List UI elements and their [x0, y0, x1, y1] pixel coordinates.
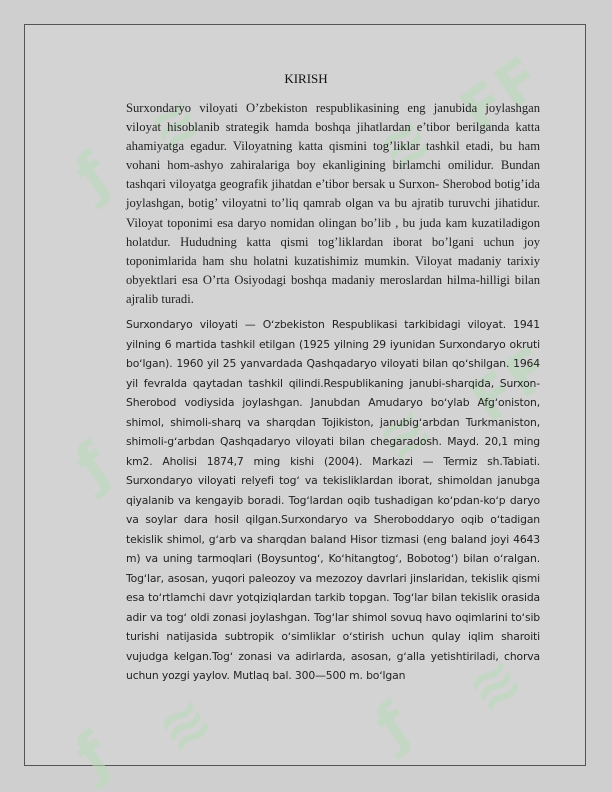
watermark-logo: FF — [458, 332, 566, 436]
watermark-logo: ƒ — [62, 138, 125, 210]
watermark-logo: ≋ — [365, 391, 446, 477]
watermark-logo: ƒ — [362, 688, 425, 760]
watermark-logo: ≋ — [455, 641, 536, 727]
intro-paragraph: Surxondaryo viloyati O’zbekiston respublikasining eng janubida joylashgan viloyat hisoblanib strategik hamda boshqa jihatlardan e’tibor berilganda katta ahamiyatga egadur. Viloyatning katta qismini tog’liklar tashkil etadi, bu ham vohani hom-ashyo zahiralariga boy ekanligining birlamchi omilidur. Bundan tashqari viloyatga geografik jihatdan e’tibor bersak u Surxon- Sherobod botig’ida joylashgan, botig’ viloyatni to’liq qamrab olgan va bu ajratib turuvchi jihatidur. Viloyat toponimi esa daryo nomidan olingan bo’lib , bu juda kam kuzatiladigon holatdur. Hududning katta qismi tog’liklardan iborat bo’lgani uchun joy toponimlarida ham shu holatni kuzatishimiz mumkin. Viloyat madaniy tarixiy obyektlari esa O’rta Osiyodagi boshqa madaniy meroslardan hilma-hilligi bilan ajralib turadi. — [126, 101, 540, 306]
body-paragraph: Surxondaryo viloyati — Oʻzbekiston Respublikasi tarkibidagi viloyat. 1941 yilning 6 martida tashkil etilgan (1925 yilning 29 iyunidan Surxondaryo okruti boʻlgan). 1960 yil 25 yanvardada Qashqadaryo viloyati bilan qoʻshilgan. 1964 yil fevralda qaytadan tashkil qilindi.Respublikaning janubi-sharqida, Surxon-Sherobod vodiysida joylashgan. Janubdan Amudaryo boʻylab Afgʻoniston, shimol, shimoli-sharq va sharqdan Tojikiston, janubigʻarbdan Turkmaniston, shimoli-gʻarbdan Qashqadaryo viloyati bilan chegaradosh. Mayd. 20,1 ming km2. Aholisi 1874,7 ming kishi (2004). Markazi — Termiz sh.Tabiati. Surxondaryo viloyati relyefi togʻ va tekisliklardan iborat, shimoldan janubga qiyalanib va kengayib boradi. Togʻlardan oqib tushadigan koʻpdan-koʻp daryo va soylar dara hosil qilgan.Surxondaryo va Sheroboddaryo oqib oʻtadigan tekislik shimol, gʻarb va sharqdan baland Hisor tizmasi (eng baland joyi 4643 m) va uning tarmoqlari (Boysuntogʻ, Koʻhitangtogʻ, Bobotogʻ) bilan oʻralgan. Togʻlar, asosan, yuqori paleozoy va mezozoy davrlari jinslaridan, tekislik qismi esa toʻrtlamchi davr yotqiziqlardan tarkib topgan. Togʻlar bilan tekislik orasida adir va togʻ oldi zonasi joylashgan. Togʻlar shimol sovuq havo oqimlarini toʻsib turishi natijasida subtropik oʻsimliklar oʻstirish uchun qulay iqlim sharoiti vujudga kelgan.Togʻ zonasi va adirlarda, asosan, gʻalla yetishtiriladi, chorva uchun yozgi yaylov. Mutlaq bal. 300—500 m. boʻlgan — [126, 318, 540, 682]
watermark-logo: ƒ — [62, 718, 125, 790]
watermark-logo: FF — [448, 42, 556, 146]
watermark-logo: ≋ — [135, 81, 216, 167]
watermark-logo: ≋ — [365, 101, 446, 187]
watermark-logo: ≋ — [145, 681, 226, 767]
document-title: KIRISH — [284, 71, 328, 86]
watermark-logo: ƒ — [62, 428, 125, 500]
